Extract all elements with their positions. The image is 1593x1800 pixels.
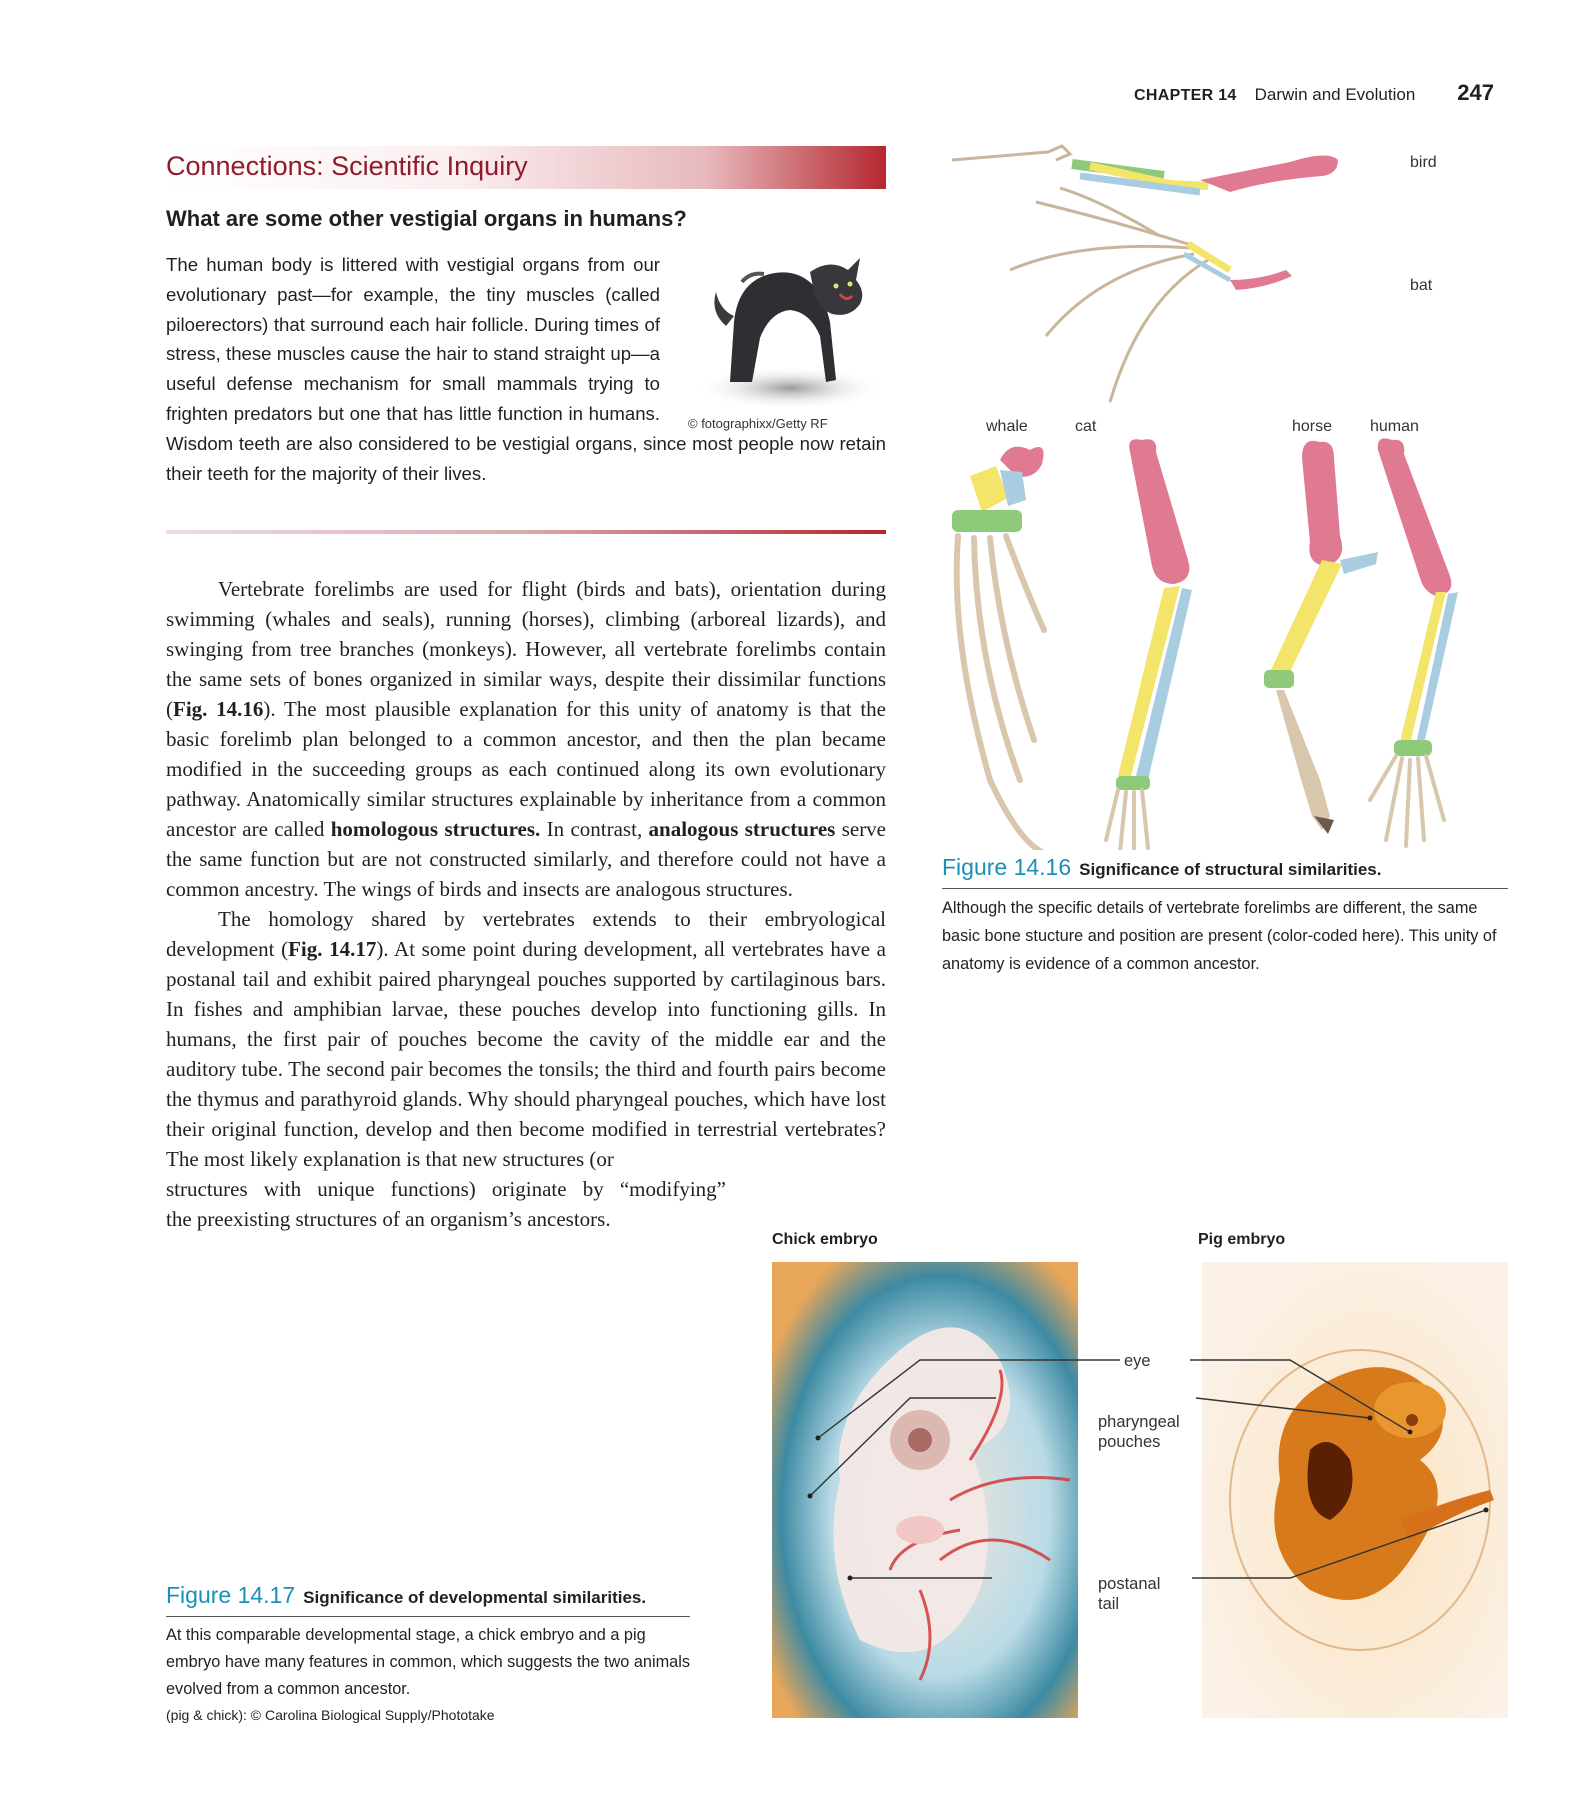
label-whale: whale (986, 418, 1028, 435)
figure-number: Figure 14.17 (166, 1582, 296, 1608)
page-number: 247 (1457, 80, 1494, 105)
figure-14-17-caption-head (166, 1582, 690, 1609)
label-human: human (1370, 418, 1419, 435)
scared-cat-photo (690, 252, 890, 422)
chick-embryo-photo (772, 1262, 1078, 1718)
chick-embryo-label: Chick embryo (772, 1231, 878, 1248)
figure-14-16-caption-head (942, 854, 1508, 881)
callout-pharyngeal: pharyngeal pouches (1098, 1413, 1180, 1451)
human-arm (1370, 438, 1458, 846)
bat-wing (1010, 188, 1292, 402)
pig-embryo-label: Pig embryo (1198, 1231, 1286, 1248)
connections-question: What are some other vestigial organs in humans? (166, 206, 687, 231)
connections-paragraph: The human body is littered with vestigial organs from our evolutionary past—for example, the tiny muscles (called piloerectors) that surround each hair follicle. During times of stress, these muscles cause the hair to stand straight up—a useful defense mechanism for small mammals trying to frighten predators but one that has little function in humans. Wisdom teeth are also considered to be vestigial organs, since most people now retain their teeth for the majority of their lives. (166, 254, 886, 484)
connections-rule (166, 530, 886, 534)
body-text (166, 574, 886, 1234)
figure-14-16-caption: Although the specific details of vertebrate forelimbs are different, the same basic bone stucture and position are present (color-coded here). This unity of anatomy is evidence of a common ancestor. (942, 899, 1497, 973)
label-cat: cat (1075, 418, 1097, 435)
callout-eye: eye (1124, 1352, 1151, 1370)
running-head (1134, 80, 1494, 106)
paragraph-2-line: structures with unique functions) originate by “modifying” (166, 1177, 726, 1201)
figure-14-17-caption: At this comparable developmental stage, a chick embryo and a pig embryo have many features in common, which suggests the two animals evolved from a common ancestor. (166, 1626, 690, 1698)
whale-flipper (952, 447, 1044, 850)
label-horse: horse (1292, 418, 1333, 435)
bird-wing (952, 146, 1338, 192)
caption-rule (942, 888, 1508, 889)
forelimbs-illustration (930, 140, 1530, 850)
paragraph-2: The homology shared by vertebrates extends to their embryological development (Fig. 14.17). At some point during development, all vertebrates have a postanal tail and exhibit paired pharyngeal pouches supported by cartilaginous bars. In fishes and amphibian larvae, these pouches develop into functioning gills. In humans, the first pair of pouches become the cavity of the middle ear and the auditory tube. The second pair becomes the tonsils; the third and fourth pairs become the thymus and parathyroid glands. Why should pharyngeal pouches, which have lost their original function, develop and then become modified in terrestrial vertebrates? The most likely explanation is that new structures (or (166, 907, 887, 1171)
callout-postanal: postanal tail (1098, 1575, 1161, 1613)
figure-title: Significance of structural similarities. (1079, 860, 1382, 879)
cat-photo-credit: © fotographixx/Getty RF (688, 416, 828, 431)
pig-embryo-photo (1202, 1262, 1508, 1718)
embryos-photos (770, 1260, 1510, 1720)
horse-leg (1264, 441, 1378, 834)
caption-rule (166, 1616, 690, 1617)
paragraph-1: Vertebrate forelimbs are used for flight (birds and bats), orientation during swimming (whales and seals), running (horses), climbing (arboreal lizards), and swinging from tree branches (monkeys). However, all vertebrate forelimbs contain the same sets of bones organized in similar ways, despite their dissimilar functions (Fig. 14.16). The most plausible explanation for this unity of anatomy is that the basic forelimb plan belonged to a common ancestor, and then the plan became modified in the succeeding groups as each continued along its own evolutionary pathway. Anatomically similar structures explainable by inheritance from a common ancestor are called homologous structures. In contrast, analogous structures serve the same function but are not constructed similarly, and therefore could not have a common ancestry. The wings of birds and insects are analogous structures. (166, 577, 887, 901)
paragraph-2-last: the preexisting structures of an organism’s ancestors. (166, 1207, 611, 1231)
figure-number: Figure 14.16 (942, 854, 1072, 880)
label-bat: bat (1410, 277, 1433, 294)
connections-title: Connections: Scientific Inquiry (166, 151, 528, 181)
chapter-title: Darwin and Evolution (1254, 85, 1416, 104)
figure-14-17-credit: (pig & chick): © Carolina Biological Supply/Phototake (166, 1707, 495, 1723)
chapter-label: CHAPTER 14 (1134, 87, 1237, 104)
label-bird: bird (1410, 154, 1437, 171)
cat-leg (1106, 439, 1192, 850)
figure-title: Significance of developmental similarities. (303, 1588, 647, 1607)
